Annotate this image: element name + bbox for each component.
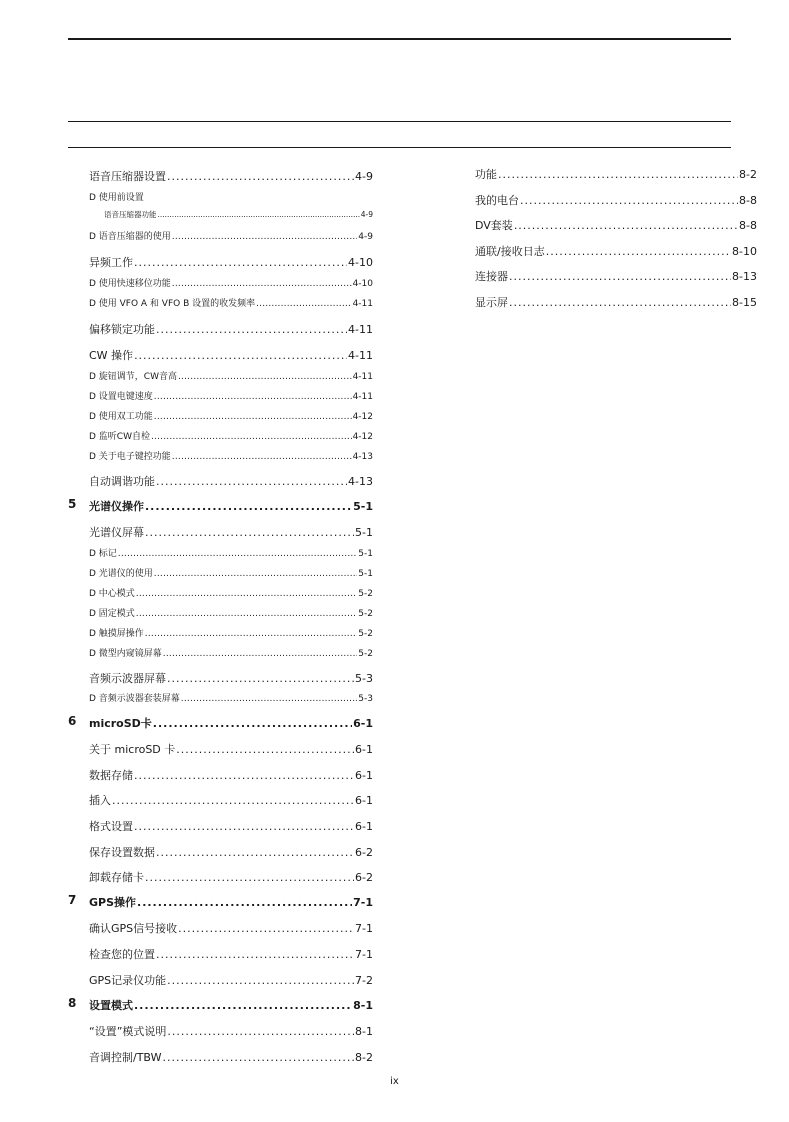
toc-leader-dots <box>520 194 738 207</box>
toc-entry[interactable] <box>89 1049 373 1065</box>
toc-entry-page: 5-3 <box>358 694 373 704</box>
toc-entry-title: 偏移锁定功能 <box>89 323 155 336</box>
toc-leader-dots <box>514 219 738 232</box>
toc-entry[interactable] <box>89 1023 373 1039</box>
toc-leader-dots <box>134 820 354 833</box>
toc-entry-page: 6-1 <box>355 820 373 833</box>
toc-entry[interactable] <box>475 268 757 284</box>
toc-entry-title: 数据存储 <box>89 769 133 782</box>
toc-entry[interactable] <box>89 389 373 402</box>
toc-entry-title: D 微型内窥镜屏幕 <box>89 649 162 659</box>
toc-leader-dots <box>509 270 731 283</box>
toc-entry-page: 7-1 <box>355 922 373 935</box>
toc-entry-title: microSD卡 <box>89 717 152 730</box>
toc-entry-title: 语音压缩器设置 <box>89 170 166 183</box>
toc-leader-dots <box>154 392 352 402</box>
toc-entry-title: 功能 <box>475 168 497 181</box>
toc-entry-page: 8-10 <box>732 245 757 258</box>
toc-entry[interactable] <box>89 869 373 885</box>
toc-leader-dots <box>145 500 352 513</box>
toc-entry-title: 保存设置数据 <box>89 846 155 859</box>
toc-entry[interactable] <box>89 254 373 270</box>
toc-entry-title: D 监听CW自检 <box>89 432 150 442</box>
toc-leader-dots <box>498 168 738 181</box>
top-rule <box>68 38 731 40</box>
toc-entry-title: “设置”模式说明 <box>89 1025 167 1038</box>
toc-entry[interactable] <box>475 192 757 208</box>
toc-entry[interactable] <box>89 844 373 860</box>
toc-entry-title: 语音压缩器功能 <box>104 210 157 219</box>
toc-leader-dots <box>137 896 352 909</box>
toc-entry[interactable] <box>89 792 373 808</box>
toc-entry-title: 自动调谐功能 <box>89 475 155 488</box>
toc-entry-page: 8-2 <box>355 1051 373 1064</box>
toc-entry-title: D 使用前设置 <box>89 193 144 203</box>
toc-entry[interactable] <box>89 566 373 579</box>
toc-entry[interactable] <box>89 586 373 599</box>
toc-entry[interactable] <box>89 276 373 289</box>
toc-leader-dots <box>145 526 354 539</box>
toc-entry-page: 4-13 <box>352 452 373 462</box>
toc-entry-page: 5-3 <box>355 672 373 685</box>
toc-leader-dots <box>154 569 358 579</box>
toc-leader-dots <box>509 296 731 309</box>
toc-leader-dots <box>154 412 352 422</box>
toc-entry-page: 4-9 <box>355 170 373 183</box>
toc-entry-page: 8-8 <box>739 219 757 232</box>
toc-entry-title: D 触摸屏操作 <box>89 629 144 639</box>
toc-entry-page: 4-11 <box>352 299 373 309</box>
toc-entry[interactable] <box>89 347 373 363</box>
toc-entry-page: 8-1 <box>355 1025 373 1038</box>
toc-entry-title: D 使用快速移位功能 <box>89 279 171 289</box>
toc-entry[interactable] <box>89 691 373 704</box>
toc-entry-title: D 旋钮调节，CW音高 <box>89 372 177 382</box>
toc-leader-dots <box>167 974 354 987</box>
chapter-number: 6 <box>68 714 77 728</box>
toc-entry-title: D 使用双工功能 <box>89 412 153 422</box>
toc-leader-dots <box>118 549 358 559</box>
toc-entry-title: D 音频示波器套装屏幕 <box>89 694 180 704</box>
toc-entry-page: 8-8 <box>739 194 757 207</box>
toc-entry-title: 设置模式 <box>89 999 133 1012</box>
toc-entry[interactable] <box>475 217 757 233</box>
toc-leader-dots <box>134 999 352 1012</box>
toc-entry-title: D 使用 VFO A 和 VFO B 设置的收发频率 <box>89 299 256 309</box>
toc-entry-page: 4-11 <box>352 392 373 402</box>
toc-entry-page: 7-1 <box>355 948 373 961</box>
header-rule-lower <box>68 147 731 148</box>
toc-entry-title: 卸载存储卡 <box>89 871 144 884</box>
toc-entry-page: 4-12 <box>352 432 373 442</box>
toc-chapter-entry[interactable] <box>89 997 373 1013</box>
toc-entry-title: 关于 microSD 卡 <box>89 743 176 756</box>
toc-entry-title: D 设置电键速度 <box>89 392 153 402</box>
toc-leader-dots <box>176 743 354 756</box>
toc-entry-page: 4-9 <box>358 232 373 242</box>
toc-entry-title: 通联/接收日志 <box>475 245 545 258</box>
toc-entry[interactable] <box>89 946 373 962</box>
toc-entry-title: D 中心模式 <box>89 589 135 599</box>
toc-entry[interactable] <box>475 243 757 259</box>
toc-entry-page: 4-11 <box>348 349 373 362</box>
toc-entry-title: 我的电台 <box>475 194 519 207</box>
toc-leader-dots <box>158 210 360 219</box>
toc-entry-page: 7-1 <box>353 896 373 909</box>
toc-entry-title: 连接器 <box>475 270 508 283</box>
toc-entry-page: 4-11 <box>348 323 373 336</box>
toc-leader-dots <box>172 232 358 242</box>
toc-leader-dots <box>546 245 731 258</box>
toc-leader-dots <box>172 279 352 289</box>
toc-leader-dots <box>178 372 352 382</box>
toc-entry[interactable] <box>89 626 373 639</box>
toc-entry-page: 5-1 <box>358 549 373 559</box>
toc-leader-dots <box>145 629 358 639</box>
toc-entry-page: 5-2 <box>358 609 373 619</box>
toc-entry-title: DV套装 <box>475 219 513 232</box>
toc-entry-page: 6-1 <box>355 769 373 782</box>
toc-leader-dots <box>136 609 358 619</box>
toc-leader-dots <box>167 170 354 183</box>
toc-entry[interactable] <box>89 369 373 382</box>
toc-entry-title: D 光谱仪的使用 <box>89 569 153 579</box>
toc-entry[interactable] <box>89 429 373 442</box>
toc-leader-dots <box>172 452 352 462</box>
toc-leader-dots <box>162 1051 354 1064</box>
toc-leader-dots <box>153 717 352 730</box>
header-rule <box>68 121 731 122</box>
toc-chapter-entry[interactable] <box>89 715 373 731</box>
toc-entry[interactable] <box>89 473 373 489</box>
toc-leader-dots <box>134 349 347 362</box>
toc-entry-title: 音调控制/TBW <box>89 1051 162 1064</box>
toc-leader-dots <box>167 1025 354 1038</box>
toc-entry-page: 8-15 <box>732 296 757 309</box>
toc-entry[interactable] <box>475 294 757 310</box>
toc-entry-page: 5-1 <box>353 500 373 513</box>
toc-entry[interactable] <box>89 229 373 242</box>
toc-entry-page: 7-2 <box>355 974 373 987</box>
toc-entry[interactable] <box>89 606 373 619</box>
chapter-number: 5 <box>68 497 77 511</box>
toc-entry[interactable] <box>89 818 373 834</box>
toc-entry[interactable] <box>89 190 373 203</box>
page-number: ix <box>390 1076 399 1087</box>
toc-entry[interactable] <box>89 409 373 422</box>
toc-entry[interactable] <box>104 209 373 220</box>
toc-entry-title: D 语音压缩器的使用 <box>89 232 171 242</box>
toc-chapter-entry[interactable] <box>89 894 373 910</box>
toc-leader-dots <box>136 589 358 599</box>
toc-entry[interactable] <box>89 321 373 337</box>
toc-entry-title: 格式设置 <box>89 820 133 833</box>
toc-entry[interactable] <box>89 972 373 988</box>
toc-entry-page: 4-10 <box>348 256 373 269</box>
toc-entry-page: 4-12 <box>352 412 373 422</box>
chapter-number: 8 <box>68 996 77 1010</box>
toc-entry-title: D 标记 <box>89 549 117 559</box>
toc-entry-title: GPS记录仪功能 <box>89 974 167 987</box>
toc-leader-dots <box>134 769 354 782</box>
toc-entry-page: 5-2 <box>358 629 373 639</box>
toc-entry-page: 4-10 <box>352 279 373 289</box>
toc-entry-title: D 固定模式 <box>89 609 135 619</box>
toc-leader-dots <box>256 299 351 309</box>
toc-entry-page: 6-1 <box>355 794 373 807</box>
toc-entry-title: 异频工作 <box>89 256 133 269</box>
toc-entry-title: 插入 <box>89 794 111 807</box>
toc-entry-title: D 关于电子键控功能 <box>89 452 171 462</box>
toc-entry-page: 4-13 <box>348 475 373 488</box>
chapter-number: 7 <box>68 893 77 907</box>
toc-entry-page: 8-13 <box>732 270 757 283</box>
toc-entry[interactable] <box>89 168 373 184</box>
toc-entry-page: 4-11 <box>352 372 373 382</box>
toc-leader-dots <box>156 323 347 336</box>
toc-leader-dots <box>112 794 354 807</box>
toc-entry-page: 5-2 <box>358 589 373 599</box>
toc-leader-dots <box>134 256 347 269</box>
toc-leader-dots <box>151 432 352 442</box>
toc-chapter-entry[interactable] <box>89 498 373 514</box>
toc-leader-dots <box>181 694 358 704</box>
toc-entry[interactable] <box>89 546 373 559</box>
toc-entry[interactable] <box>89 741 373 757</box>
toc-leader-dots <box>145 871 354 884</box>
toc-entry-title: 检查您的位置 <box>89 948 155 961</box>
toc-entry[interactable] <box>89 449 373 462</box>
toc-entry-title: 确认GPS信号接收 <box>89 922 178 935</box>
toc-entry-title: CW 操作 <box>89 349 134 362</box>
toc-entry-title: GPS操作 <box>89 896 137 909</box>
toc-entry-title: 音频示波器屏幕 <box>89 672 166 685</box>
toc-entry-page: 5-2 <box>358 649 373 659</box>
toc-entry-page: 4-9 <box>360 210 373 219</box>
toc-leader-dots <box>156 948 354 961</box>
toc-entry[interactable] <box>89 767 373 783</box>
toc-entry-page: 8-1 <box>353 999 373 1012</box>
toc-leader-dots <box>167 672 354 685</box>
toc-leader-dots <box>178 922 354 935</box>
toc-entry-page: 6-1 <box>353 717 373 730</box>
toc-entry[interactable] <box>89 524 373 540</box>
toc-entry-page: 8-2 <box>739 168 757 181</box>
toc-leader-dots <box>156 846 354 859</box>
toc-entry-title: 光谱仪屏幕 <box>89 526 144 539</box>
toc-entry-page: 6-1 <box>355 743 373 756</box>
toc-entry[interactable] <box>89 670 373 686</box>
toc-entry[interactable] <box>89 646 373 659</box>
toc-leader-dots <box>156 475 347 488</box>
toc-entry[interactable] <box>89 296 373 309</box>
toc-entry-title: 显示屏 <box>475 296 508 309</box>
toc-entry-title: 光谱仪操作 <box>89 500 144 513</box>
toc-leader-dots <box>163 649 358 659</box>
toc-entry[interactable] <box>89 920 373 936</box>
toc-entry-page: 6-2 <box>355 846 373 859</box>
toc-entry-page: 5-1 <box>358 569 373 579</box>
toc-entry-page: 5-1 <box>355 526 373 539</box>
toc-entry[interactable] <box>475 166 757 182</box>
toc-entry-page: 6-2 <box>355 871 373 884</box>
